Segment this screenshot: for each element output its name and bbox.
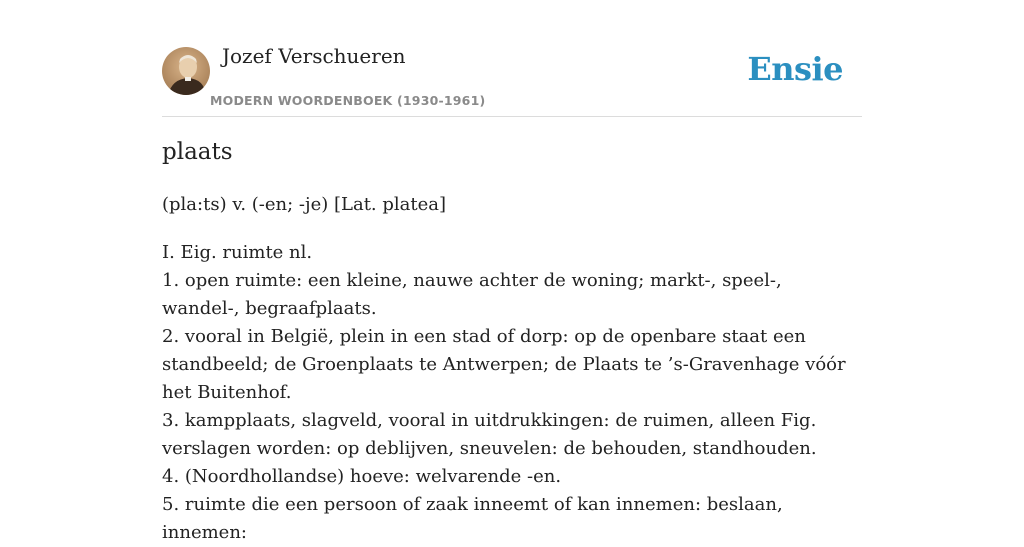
ensie-logo[interactable]: Ensie	[747, 50, 843, 88]
definition-line: 1. open ruimte: een kleine, nauwe achter de woning; markt-, speel-, wandel-, begraafplaats.	[162, 270, 782, 319]
entry-pronunciation: (pla:ts) v. (-en; -je) [Lat. platea]	[162, 194, 447, 215]
definition-line: 3. kampplaats, slagveld, vooral in uitdrukkingen: de ruimen, alleen Fig. verslagen worden: op deblijven, sneuvelen: de behouden, standhouden.	[162, 410, 817, 459]
page-container	[162, 0, 862, 543]
definition-line: 4. (Noordhollandse) hoeve: welvarende -en.	[162, 466, 562, 487]
definition-line: 5. ruimte die een persoon of zaak inneemt of kan innemen: beslaan, innemen:	[162, 494, 783, 543]
definition-line: I. Eig. ruimte nl.	[162, 242, 313, 263]
source-title[interactable]: MODERN WOORDENBOEK (1930-1961)	[210, 93, 486, 108]
author-name[interactable]: Jozef Verschueren	[222, 44, 406, 68]
author-avatar[interactable]	[162, 47, 210, 95]
entry-definition	[162, 239, 862, 547]
portrait-icon	[162, 47, 210, 95]
entry-word: plaats	[162, 139, 233, 165]
definition-line: 2. vooral in België, plein in een stad of dorp: op de openbare staat een standbeeld; de Groenplaats te Antwerpen; de Plaats te ’s-Gravenhage vóór het Buitenhof.	[162, 326, 846, 403]
entry-header	[162, 0, 862, 117]
